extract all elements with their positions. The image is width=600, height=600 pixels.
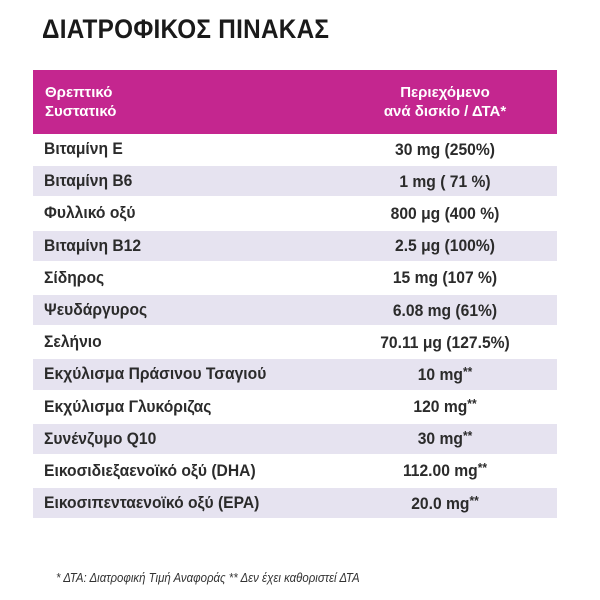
nutrient-value: 70.11 μg (127.5%) — [380, 332, 510, 352]
page-title: ΔΙΑΤΡΟΦΙΚΟΣ ΠΙΝΑΚΑΣ — [42, 14, 330, 44]
nutrient-name: Φυλλικό οξύ — [44, 203, 136, 223]
table-row[interactable] — [33, 424, 557, 456]
table-row[interactable] — [33, 392, 557, 424]
nutrient-value: 800 μg (400 %) — [390, 203, 500, 223]
nutrient-value: 1 mg ( 71 %) — [399, 171, 491, 191]
nutrition-table — [33, 70, 557, 520]
nutrient-value: 20.0 mg** — [411, 492, 479, 513]
nutrient-value: 30 mg** — [417, 428, 473, 449]
nutrient-name: Σίδηρος — [44, 267, 105, 287]
table-row[interactable] — [33, 263, 557, 295]
header-content — [333, 83, 557, 121]
header-nutrient — [33, 83, 333, 121]
table-row[interactable] — [33, 198, 557, 230]
table-row[interactable] — [33, 488, 557, 520]
header-nutrient-line2: Συστατικό — [45, 103, 117, 120]
table-row[interactable] — [33, 134, 557, 166]
nutrient-name: Εκχύλισμα Γλυκόριζας — [44, 396, 212, 416]
nutrient-name: Βιταμίνη Β12 — [44, 235, 142, 255]
nutrient-value: 6.08 mg (61%) — [392, 300, 498, 320]
nutrient-value: 112.00 mg** — [402, 460, 488, 481]
nutrient-name: Βιταμίνη Ε — [44, 139, 123, 159]
header-content-line2: ανά δισκίο / ΔΤΑ* — [383, 103, 507, 120]
nutrient-name: Ψευδάργυρος — [44, 300, 148, 320]
nutrient-name: Βιταμίνη Β6 — [44, 171, 133, 191]
nutrient-value: 120 mg** — [413, 396, 477, 417]
nutrient-name: Εικοσιδιεξαενοϊκό οξύ (DHA) — [44, 460, 256, 480]
header-nutrient-line1: Θρεπτικό — [45, 84, 113, 101]
footnote: * ΔΤΑ: Διατροφική Τιμή Αναφοράς ** Δεν έχει καθοριστεί ΔΤΑ — [56, 570, 360, 585]
table-body — [33, 134, 557, 520]
table-row[interactable] — [33, 231, 557, 263]
table-row[interactable] — [33, 166, 557, 198]
nutrient-name: Σελήνιο — [44, 332, 102, 352]
nutrient-name: Εικοσιπενταενοϊκό οξύ (EPA) — [44, 493, 260, 513]
table-row[interactable] — [33, 456, 557, 488]
table-row[interactable] — [33, 327, 557, 359]
nutrient-value: 2.5 μg (100%) — [395, 236, 495, 256]
nutrient-value: 30 mg (250%) — [395, 139, 495, 159]
table-row[interactable] — [33, 359, 557, 391]
nutrient-name: Συνένζυμο Q10 — [44, 428, 157, 448]
table-row[interactable] — [33, 295, 557, 327]
table-header — [33, 70, 557, 134]
header-content-line1: Περιεχόμενο — [400, 84, 490, 101]
nutrient-name: Εκχύλισμα Πράσινου Τσαγιού — [44, 364, 267, 384]
nutrient-value: 15 mg (107 %) — [392, 268, 498, 288]
nutrient-value: 10 mg** — [417, 363, 473, 384]
